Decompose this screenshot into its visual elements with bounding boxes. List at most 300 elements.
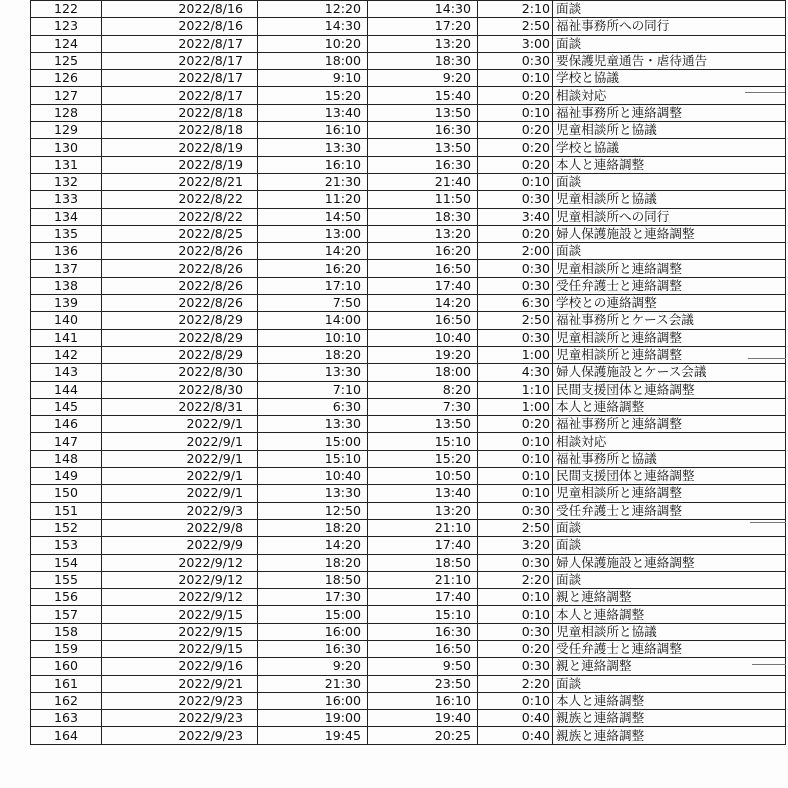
end-time-cell: 20:25 [368,727,478,744]
description-cell: 婦人保護施設と連絡調整 [553,225,786,242]
duration-cell: 0:30 [478,191,553,208]
end-time-cell: 9:50 [368,658,478,675]
row-number: 149 [31,468,102,485]
description-cell: 親族と連絡調整 [553,727,786,744]
date-cell: 2022/8/19 [102,139,258,156]
duration-cell: 0:10 [478,606,553,623]
description-cell: 児童相談所と協議 [553,623,786,640]
duration-cell: 0:30 [478,623,553,640]
duration-cell: 3:40 [478,208,553,225]
end-time-cell: 19:40 [368,710,478,727]
start-time-cell: 7:50 [258,295,368,312]
duration-cell: 0:10 [478,450,553,467]
activity-log-table [30,0,786,745]
start-time-cell: 13:30 [258,364,368,381]
row-number: 132 [31,173,102,190]
table-row [31,191,786,208]
row-number: 146 [31,416,102,433]
row-number: 128 [31,104,102,121]
end-time-cell: 14:20 [368,295,478,312]
duration-cell: 2:50 [478,312,553,329]
start-time-cell: 19:00 [258,710,368,727]
start-time-cell: 14:30 [258,18,368,35]
description-cell: 福祉事務所と協議 [553,450,786,467]
duration-cell: 0:20 [478,139,553,156]
duration-cell: 2:20 [478,675,553,692]
table-row [31,537,786,554]
duration-cell: 0:10 [478,104,553,121]
start-time-cell: 15:00 [258,606,368,623]
end-time-cell: 7:30 [368,398,478,415]
table-row [31,295,786,312]
table-row [31,710,786,727]
row-number: 157 [31,606,102,623]
margin-mark [745,92,785,93]
duration-cell: 0:10 [478,589,553,606]
row-number: 136 [31,243,102,260]
date-cell: 2022/8/17 [102,35,258,52]
description-cell: 福祉事務所と連絡調整 [553,416,786,433]
description-cell: 民間支援団体と連絡調整 [553,468,786,485]
table-row [31,485,786,502]
end-time-cell: 18:30 [368,208,478,225]
start-time-cell: 14:00 [258,312,368,329]
date-cell: 2022/9/1 [102,485,258,502]
date-cell: 2022/8/17 [102,52,258,69]
end-time-cell: 16:50 [368,640,478,657]
start-time-cell: 15:20 [258,87,368,104]
start-time-cell: 17:10 [258,277,368,294]
end-time-cell: 13:20 [368,502,478,519]
margin-mark [750,522,786,523]
end-time-cell: 16:50 [368,260,478,277]
duration-cell: 3:00 [478,35,553,52]
description-cell: 面談 [553,675,786,692]
table-row [31,554,786,571]
date-cell: 2022/8/30 [102,364,258,381]
date-cell: 2022/8/16 [102,18,258,35]
date-cell: 2022/8/17 [102,87,258,104]
description-cell: 児童相談所と連絡調整 [553,346,786,363]
row-number: 150 [31,485,102,502]
end-time-cell: 9:20 [368,70,478,87]
start-time-cell: 16:00 [258,692,368,709]
duration-cell: 0:10 [478,433,553,450]
start-time-cell: 13:30 [258,485,368,502]
row-number: 155 [31,571,102,588]
date-cell: 2022/9/12 [102,589,258,606]
row-number: 164 [31,727,102,744]
row-number: 160 [31,658,102,675]
table-row [31,381,786,398]
table-row [31,156,786,173]
description-cell: 面談 [553,537,786,554]
duration-cell: 3:20 [478,537,553,554]
date-cell: 2022/8/16 [102,1,258,18]
table-row [31,519,786,536]
date-cell: 2022/8/31 [102,398,258,415]
end-time-cell: 19:20 [368,346,478,363]
row-number: 158 [31,623,102,640]
row-number: 161 [31,675,102,692]
table-row [31,589,786,606]
end-time-cell: 17:20 [368,18,478,35]
duration-cell: 0:20 [478,156,553,173]
duration-cell: 1:00 [478,398,553,415]
end-time-cell: 13:50 [368,139,478,156]
duration-cell: 0:10 [478,70,553,87]
description-cell: 児童相談所と連絡調整 [553,329,786,346]
row-number: 151 [31,502,102,519]
start-time-cell: 12:50 [258,502,368,519]
description-cell: 面談 [553,519,786,536]
start-time-cell: 13:40 [258,104,368,121]
end-time-cell: 23:50 [368,675,478,692]
table-row [31,468,786,485]
end-time-cell: 13:20 [368,35,478,52]
end-time-cell: 21:40 [368,173,478,190]
start-time-cell: 14:50 [258,208,368,225]
description-cell: 本人と連絡調整 [553,398,786,415]
end-time-cell: 16:50 [368,312,478,329]
date-cell: 2022/8/21 [102,173,258,190]
table-row [31,173,786,190]
description-cell: 親と連絡調整 [553,589,786,606]
table-row [31,675,786,692]
end-time-cell: 21:10 [368,571,478,588]
date-cell: 2022/8/18 [102,122,258,139]
end-time-cell: 18:00 [368,364,478,381]
description-cell: 本人と連絡調整 [553,692,786,709]
duration-cell: 0:20 [478,122,553,139]
description-cell: 要保護児童通告・虐待通告 [553,52,786,69]
description-cell: 学校と協議 [553,70,786,87]
row-number: 153 [31,537,102,554]
start-time-cell: 16:10 [258,156,368,173]
date-cell: 2022/9/1 [102,450,258,467]
date-cell: 2022/9/15 [102,606,258,623]
description-cell: 福祉事務所への同行 [553,18,786,35]
start-time-cell: 13:30 [258,416,368,433]
duration-cell: 2:50 [478,18,553,35]
end-time-cell: 13:50 [368,416,478,433]
end-time-cell: 15:10 [368,433,478,450]
table-row [31,104,786,121]
duration-cell: 0:20 [478,87,553,104]
table-row [31,364,786,381]
date-cell: 2022/9/12 [102,571,258,588]
table-row [31,658,786,675]
row-number: 142 [31,346,102,363]
start-time-cell: 21:30 [258,675,368,692]
row-number: 129 [31,122,102,139]
end-time-cell: 17:40 [368,277,478,294]
date-cell: 2022/8/30 [102,381,258,398]
duration-cell: 0:10 [478,468,553,485]
end-time-cell: 10:50 [368,468,478,485]
table-row [31,35,786,52]
duration-cell: 2:20 [478,571,553,588]
end-time-cell: 21:10 [368,519,478,536]
table-row [31,502,786,519]
duration-cell: 2:00 [478,243,553,260]
row-number: 141 [31,329,102,346]
date-cell: 2022/8/29 [102,312,258,329]
description-cell: 婦人保護施設と連絡調整 [553,554,786,571]
start-time-cell: 10:40 [258,468,368,485]
description-cell: 面談 [553,173,786,190]
row-number: 162 [31,692,102,709]
description-cell: 面談 [553,35,786,52]
table-row [31,346,786,363]
description-cell: 児童相談所と連絡調整 [553,260,786,277]
description-cell: 相談対応 [553,433,786,450]
date-cell: 2022/8/19 [102,156,258,173]
row-number: 144 [31,381,102,398]
duration-cell: 0:30 [478,260,553,277]
row-number: 138 [31,277,102,294]
description-cell: 受任弁護士と連絡調整 [553,502,786,519]
start-time-cell: 9:10 [258,70,368,87]
date-cell: 2022/8/26 [102,243,258,260]
start-time-cell: 11:20 [258,191,368,208]
table-row [31,433,786,450]
row-number: 123 [31,18,102,35]
table-row [31,329,786,346]
table-row [31,606,786,623]
duration-cell: 0:30 [478,277,553,294]
date-cell: 2022/9/1 [102,416,258,433]
description-cell: 受任弁護士と連絡調整 [553,640,786,657]
duration-cell: 0:30 [478,52,553,69]
start-time-cell: 15:10 [258,450,368,467]
date-cell: 2022/9/3 [102,502,258,519]
date-cell: 2022/8/22 [102,191,258,208]
duration-cell: 2:50 [478,519,553,536]
margin-mark [752,664,786,665]
row-number: 131 [31,156,102,173]
end-time-cell: 15:10 [368,606,478,623]
end-time-cell: 14:30 [368,1,478,18]
start-time-cell: 18:20 [258,519,368,536]
table-row [31,640,786,657]
end-time-cell: 16:30 [368,122,478,139]
end-time-cell: 10:40 [368,329,478,346]
row-number: 148 [31,450,102,467]
duration-cell: 2:10 [478,1,553,18]
row-number: 140 [31,312,102,329]
description-cell: 面談 [553,1,786,18]
description-cell: 面談 [553,243,786,260]
table-row [31,243,786,260]
duration-cell: 0:30 [478,329,553,346]
row-number: 152 [31,519,102,536]
date-cell: 2022/8/18 [102,104,258,121]
end-time-cell: 8:20 [368,381,478,398]
date-cell: 2022/9/8 [102,519,258,536]
row-number: 127 [31,87,102,104]
date-cell: 2022/9/15 [102,623,258,640]
description-cell: 受任弁護士と連絡調整 [553,277,786,294]
start-time-cell: 18:00 [258,52,368,69]
duration-cell: 0:20 [478,416,553,433]
start-time-cell: 10:10 [258,329,368,346]
row-number: 124 [31,35,102,52]
start-time-cell: 16:10 [258,122,368,139]
duration-cell: 1:10 [478,381,553,398]
start-time-cell: 17:30 [258,589,368,606]
date-cell: 2022/9/9 [102,537,258,554]
date-cell: 2022/9/23 [102,727,258,744]
row-number: 126 [31,70,102,87]
start-time-cell: 14:20 [258,243,368,260]
row-number: 134 [31,208,102,225]
table-row [31,18,786,35]
duration-cell: 0:10 [478,692,553,709]
start-time-cell: 16:30 [258,640,368,657]
duration-cell: 6:30 [478,295,553,312]
end-time-cell: 17:40 [368,537,478,554]
end-time-cell: 11:50 [368,191,478,208]
table-row [31,450,786,467]
table-row [31,277,786,294]
table-row [31,571,786,588]
date-cell: 2022/9/23 [102,710,258,727]
end-time-cell: 13:40 [368,485,478,502]
duration-cell: 0:40 [478,727,553,744]
duration-cell: 0:30 [478,658,553,675]
table-row [31,225,786,242]
date-cell: 2022/8/29 [102,329,258,346]
table-row [31,52,786,69]
date-cell: 2022/8/25 [102,225,258,242]
table-row [31,260,786,277]
end-time-cell: 16:30 [368,623,478,640]
start-time-cell: 13:00 [258,225,368,242]
row-number: 122 [31,1,102,18]
row-number: 137 [31,260,102,277]
start-time-cell: 18:50 [258,571,368,588]
start-time-cell: 14:20 [258,537,368,554]
start-time-cell: 9:20 [258,658,368,675]
table-row [31,623,786,640]
start-time-cell: 13:30 [258,139,368,156]
table-row [31,208,786,225]
duration-cell: 0:20 [478,640,553,657]
row-number: 147 [31,433,102,450]
duration-cell: 4:30 [478,364,553,381]
duration-cell: 1:00 [478,346,553,363]
table-row [31,122,786,139]
table-row [31,70,786,87]
start-time-cell: 16:20 [258,260,368,277]
date-cell: 2022/9/16 [102,658,258,675]
date-cell: 2022/9/12 [102,554,258,571]
date-cell: 2022/8/26 [102,277,258,294]
table-row [31,692,786,709]
date-cell: 2022/8/26 [102,295,258,312]
date-cell: 2022/8/29 [102,346,258,363]
row-number: 145 [31,398,102,415]
table-row [31,398,786,415]
end-time-cell: 16:10 [368,692,478,709]
date-cell: 2022/9/1 [102,468,258,485]
end-time-cell: 18:30 [368,52,478,69]
date-cell: 2022/9/1 [102,433,258,450]
duration-cell: 0:30 [478,502,553,519]
date-cell: 2022/8/26 [102,260,258,277]
table-row [31,727,786,744]
description-cell: 面談 [553,571,786,588]
description-cell: 学校と協議 [553,139,786,156]
duration-cell: 0:30 [478,554,553,571]
description-cell: 児童相談所と協議 [553,191,786,208]
description-cell: 児童相談所と協議 [553,122,786,139]
table-row [31,416,786,433]
description-cell: 児童相談所への同行 [553,208,786,225]
description-cell: 本人と連絡調整 [553,156,786,173]
start-time-cell: 12:20 [258,1,368,18]
duration-cell: 0:40 [478,710,553,727]
description-cell: 学校との連絡調整 [553,295,786,312]
duration-cell: 0:10 [478,173,553,190]
date-cell: 2022/9/15 [102,640,258,657]
date-cell: 2022/8/17 [102,70,258,87]
end-time-cell: 17:40 [368,589,478,606]
row-number: 156 [31,589,102,606]
start-time-cell: 10:20 [258,35,368,52]
margin-mark [748,358,786,359]
end-time-cell: 13:50 [368,104,478,121]
row-number: 154 [31,554,102,571]
date-cell: 2022/8/22 [102,208,258,225]
description-cell: 児童相談所と連絡調整 [553,485,786,502]
duration-cell: 0:10 [478,485,553,502]
row-number: 159 [31,640,102,657]
start-time-cell: 21:30 [258,173,368,190]
description-cell: 相談対応 [553,87,786,104]
end-time-cell: 18:50 [368,554,478,571]
start-time-cell: 16:00 [258,623,368,640]
row-number: 143 [31,364,102,381]
start-time-cell: 6:30 [258,398,368,415]
row-number: 135 [31,225,102,242]
description-cell: 親族と連絡調整 [553,710,786,727]
end-time-cell: 16:30 [368,156,478,173]
start-time-cell: 18:20 [258,554,368,571]
duration-cell: 0:20 [478,225,553,242]
description-cell: 福祉事務所と連絡調整 [553,104,786,121]
date-cell: 2022/9/23 [102,692,258,709]
description-cell: 本人と連絡調整 [553,606,786,623]
table-row [31,1,786,18]
end-time-cell: 16:20 [368,243,478,260]
description-cell: 民間支援団体と連絡調整 [553,381,786,398]
start-time-cell: 15:00 [258,433,368,450]
row-number: 133 [31,191,102,208]
row-number: 163 [31,710,102,727]
row-number: 125 [31,52,102,69]
start-time-cell: 19:45 [258,727,368,744]
end-time-cell: 13:20 [368,225,478,242]
description-cell: 福祉事務所とケース会議 [553,312,786,329]
activity-log-body [31,1,786,745]
description-cell: 親と連絡調整 [553,658,786,675]
row-number: 130 [31,139,102,156]
end-time-cell: 15:20 [368,450,478,467]
table-row [31,139,786,156]
start-time-cell: 18:20 [258,346,368,363]
